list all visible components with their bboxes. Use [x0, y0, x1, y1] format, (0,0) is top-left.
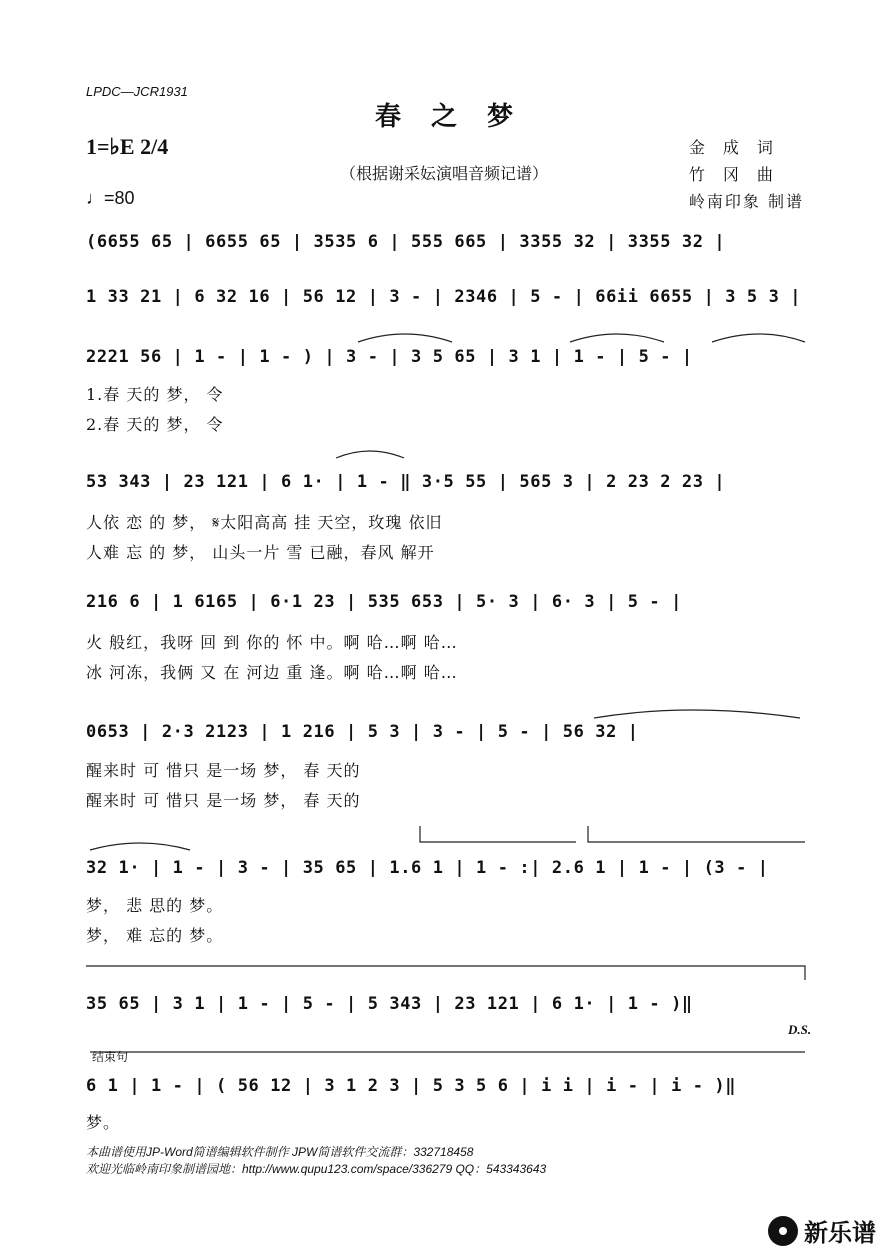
notes: 6 1 | 1 - | ( 56 12 | 3 1 2 3 | 5 3 5 6 | i i | i - | i - )‖: [86, 1076, 737, 1096]
score-line-5: [86, 592, 806, 612]
score-line-8: [86, 994, 806, 1014]
footer-line-1: 本曲谱使用JP-Word简谱编辑软件制作 JPW简谱软件交流群：332718458: [86, 1145, 474, 1159]
score-line-7: [86, 858, 806, 878]
lyric-line: 梦。: [86, 1113, 121, 1132]
lyric-line: 火 般红，我呀 回 到 你的 怀 中。啊 哈…啊 哈…: [86, 633, 458, 652]
ds-mark: D.S.: [788, 1022, 812, 1037]
lyric-line: 冰 河冻，我俩 又 在 河边 重 逢。啊 哈…啊 哈…: [86, 663, 458, 682]
ending-label: 结束句: [92, 1050, 129, 1064]
lyric-line: 醒来时 可 惜只 是一场 梦， 春 天的: [86, 761, 361, 780]
notes: 0653 | 2·3 2123 | 1 216 | 5 3 | 3 - | 5 - | 56 32 |: [86, 722, 639, 742]
tempo-mark: ♩=80: [86, 188, 135, 208]
score-title: 春之梦: [374, 102, 543, 132]
score-line-2: [86, 287, 806, 307]
score-line-9: [86, 1076, 806, 1096]
lyric-line: 梦， 难 忘的 梦。: [86, 926, 224, 945]
score-line-1: [86, 232, 806, 252]
disc-icon: [768, 1216, 798, 1246]
notes: 1 33 21 | 6 32 16 | 56 12 | 3 - | 2346 | 5 - | 66ii 6655 | 3 5 3 |: [86, 287, 802, 307]
lyric-line: 人依 恋 的 梦， 𝄋太阳高高 挂 天空，玫瑰 依旧: [86, 513, 443, 532]
score-line-6: [86, 722, 806, 742]
logo-text: 新乐谱: [804, 1219, 876, 1247]
notes: (6655 65 | 6655 65 | 3535 6 | 555 665 | 3355 32 | 3355 32 |: [86, 232, 726, 252]
lyric-line: 2.春 天的 梦， 令: [86, 415, 224, 434]
notes: 216 6 | 1 6165 | 6·1 23 | 535 653 | 5· 3 | 6· 3 | 5 - |: [86, 592, 682, 612]
score-line-4: [86, 472, 806, 492]
score-line-3: [86, 347, 806, 367]
lyric-line: 人难 忘 的 梦， 山头一片 雪 已融，春风 解开: [86, 543, 435, 562]
notes: 35 65 | 3 1 | 1 - | 5 - | 5 343 | 23 121 | 6 1· | 1 - )‖: [86, 994, 693, 1014]
notes: 53 343 | 23 121 | 6 1· | 1 - ‖ 3·5 55 | 565 3 | 2 23 2 23 |: [86, 472, 726, 492]
notes: 2221 56 | 1 - | 1 - ) | 3 - | 3 5 65 | 3 1 | 1 - | 5 - |: [86, 347, 693, 367]
composer: 竹冈曲: [688, 165, 791, 184]
notes: 32 1· | 1 - | 3 - | 35 65 | 1.6 1 | 1 - :| 2.6 1 | 1 - | (3 - |: [86, 858, 769, 878]
site-logo: [768, 1213, 876, 1248]
score-subtitle: （根据谢采妘演唱音频记谱）: [339, 164, 548, 183]
score-code: LPDC—JCR1931: [86, 84, 188, 99]
lyric-line: 梦， 悲 思的 梦。: [86, 896, 224, 915]
arranger: 岭南印象 制谱: [688, 192, 804, 211]
lyricist: 金成词: [688, 138, 791, 157]
key-signature: 1=♭E 2/4: [86, 134, 169, 159]
lyric-line: 1.春 天的 梦， 令: [86, 385, 224, 404]
footer-line-2: 欢迎光临岭南印象制谱园地：http://www.qupu123.com/space/336279 QQ：543343643: [86, 1162, 547, 1176]
lyric-line: 醒来时 可 惜只 是一场 梦， 春 天的: [86, 791, 361, 810]
